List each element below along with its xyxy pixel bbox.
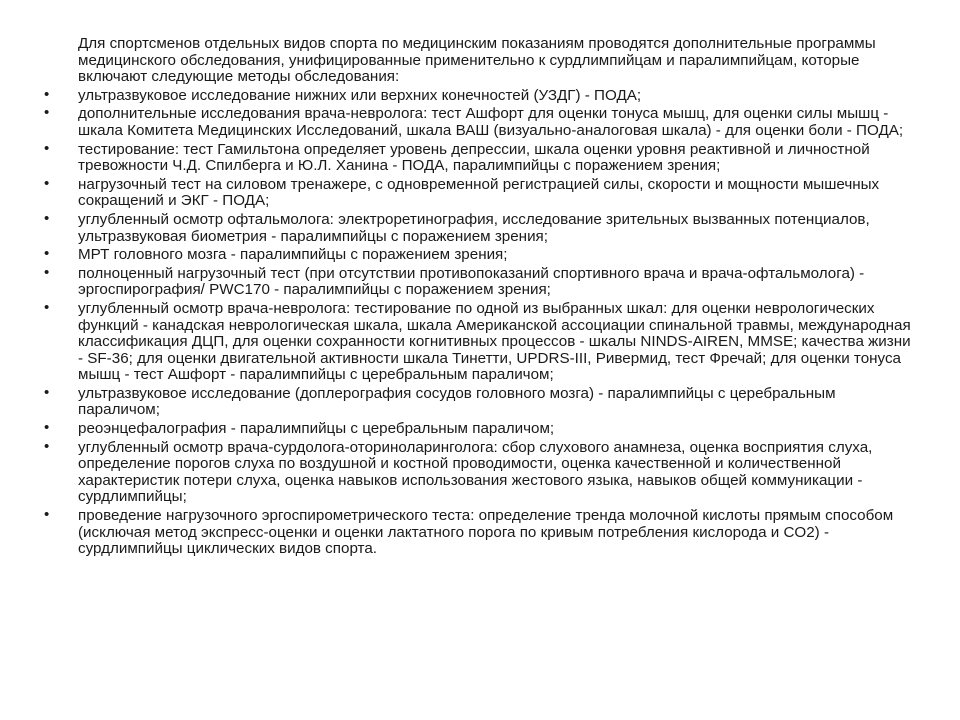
list-item-text: углубленный осмотр офтальмолога: электроретинография, исследование зрительных вызванных потенциалов, ультразвуковая биометрия - паралимпийцы с поражением зрения; [78,210,870,245]
list-item-text: дополнительные исследования врача-невролога: тест Ашфорт для оценки тонуса мышц, для оценки силы мышц - шкала Комитета Медицинских Исследований, шкала ВАШ (визуально-аналоговая шкала) - для оценки боли - ПОДА; [78,105,904,139]
bullet-icon: • [44,419,50,437]
list-item-text: реоэнцефалография - паралимпийцы с церебральным параличом; [78,420,555,438]
bullet-icon: • [44,245,50,263]
bullet-icon: • [44,174,50,192]
list-item [44,174,918,210]
list-item [44,139,918,175]
list-item [44,383,918,419]
bullet-icon: • [44,104,50,122]
list-item-text: углубленный осмотр врача-сурдолога-оториноларинголога: сбор слухового анамнеза, оценка восприятия слуха, определение порогов слуха по воздушной и костной проводимости, оценка качественной и количественной характеристик потери слуха, оценка навыков использования жестового языка, навыков общей коммуникации - сурдлимпийцы; [78,438,873,506]
list-item [44,437,918,506]
list-item-text: МРТ головного мозга - паралимпийцы с поражением зрения; [78,246,508,264]
list-item-text: ультразвуковое исследование (доплерография сосудов головного мозга) - паралимпийцы с церебральным параличом; [78,384,836,419]
list-item [44,298,918,384]
bullet-icon: • [44,383,50,401]
bullet-icon: • [44,85,50,103]
list-item [44,85,918,105]
bullet-icon: • [44,298,50,316]
list-item [44,209,918,245]
list-item-text: ультразвуковое исследование нижних или верхних конечностей (УЗДГ) - ПОДА; [78,86,642,104]
list-item [44,419,918,438]
methods-list [44,85,918,558]
list-item [44,245,918,264]
intro-paragraph: Для спортсменов отдельных видов спорта по медицинским показаниям проводятся дополнительные программы медицинского обследования, унифицированные применительно к сурдлимпийцам и паралимпийцам, которые включают следующие методы обследования: [78,35,876,86]
list-item [44,104,918,139]
list-item-text: углубленный осмотр врача-невролога: тестирование по одной из выбранных шкал: для оценки неврологических функций - канадская неврологическая шкала, шкала Американской ассоциации спинальной травмы, международная классификация ДЦП, для оценки сохранности когнитивных процессов - шкалы NINDS-AIREN, MMSE; качества жизни - SF-36; для оценки двигательной активности шкала Тинетти, UPDRS-III, Ривермид, тест Фречай; для оценки тонуса мышц - тест Ашфорт - паралимпийцы с церебральным параличом; [78,299,911,384]
list-item-text: тестирование: тест Гамильтона определяет уровень депрессии, шкала оценки уровня реактивной и личностной тревожности Ч.Д. Спилберга и Ю.Л. Ханина - ПОДА, паралимпийцы с поражением зрения; [78,140,870,175]
bullet-icon: • [44,263,50,281]
bullet-icon: • [44,506,50,524]
bullet-icon: • [44,209,50,227]
slide-content [44,35,918,560]
bullet-icon: • [44,437,50,455]
list-item [44,506,918,558]
list-item-text: проведение нагрузочного эргоспирометрического теста: определение тренда молочной кислоты прямым способом (исключая метод экспресс-оценки и оценки лактатного порога по кривым потребления кислорода и CO2) - сурдлимпийцы циклических видов спорта. [78,507,894,558]
list-item-text: нагрузочный тест на силовом тренажере, с одновременной регистрацией силы, скорости и мощности мышечных сокращений и ЭКГ - ПОДА; [78,175,880,210]
list-item [44,263,918,299]
list-item-text: полноценный нагрузочный тест (при отсутствии противопоказаний спортивного врача и врача-офтальмолога) - эргоспирография/ PWC170 - паралимпийцы с поражением зрения; [78,264,865,299]
bullet-icon: • [44,139,50,157]
